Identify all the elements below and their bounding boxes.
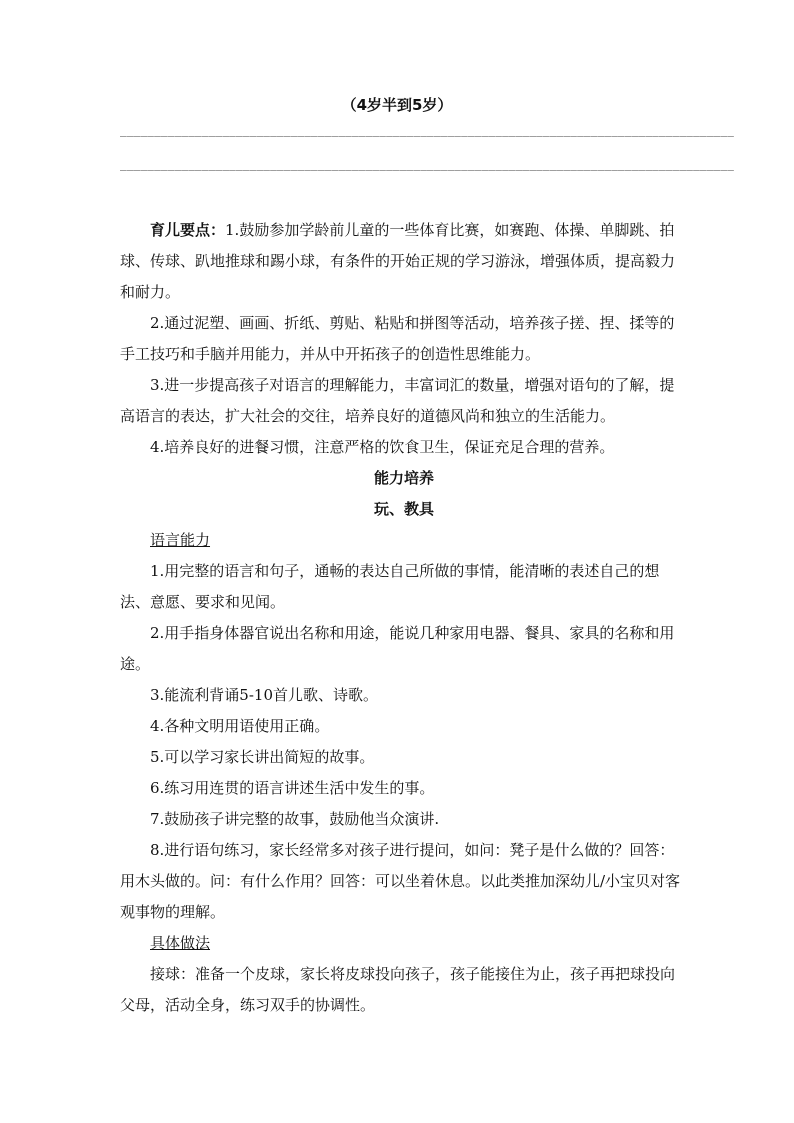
blank-line-2: __________________________________________________________________________________________ <box>120 158 735 171</box>
section-heading-ability: 能力培养 <box>373 469 434 487</box>
language-ability-title: 语言能力 <box>150 531 211 549</box>
language-item-1: 1.用完整的语言和句子，通畅的表达自己所做的事情，能清晰的表述自己的想法、意愿、要求和见闻。 <box>120 562 660 611</box>
blank-line-1: __________________________________________________________________________________________ <box>120 124 735 137</box>
language-item-6: 6.练习用连贯的语言讲述生活中发生的事。 <box>150 779 435 797</box>
key-point-2: 2.通过泥塑、画画、折纸、剪贴、粘贴和拼图等活动，培养孩子搓、捏、揉等的手工技巧和手脑并用能力，并从中开拓孩子的创造性思维能力。 <box>120 314 675 363</box>
key-point-4: 4.培养良好的进餐习惯，注意严格的饮食卫生，保证充足合理的营养。 <box>150 438 615 456</box>
language-item-4: 4.各种文明用语使用正确。 <box>150 717 330 735</box>
language-item-3: 3.能流利背诵5-10首儿歌、诗歌。 <box>150 686 379 704</box>
language-item-5: 5.可以学习家长讲出简短的故事。 <box>150 748 375 766</box>
key-point-1: 育儿要点：1.鼓励参加学龄前儿童的一些体育比赛，如赛跑、体操、单脚跳、拍球、传球、趴地推球和踢小球，有条件的开始正规的学习游泳，增强体质，提高毅力和耐力。 <box>120 221 676 301</box>
method-title: 具体做法 <box>150 934 211 952</box>
section-heading-toys: 玩、教具 <box>373 500 434 518</box>
key-point-3: 3.进一步提高孩子对语言的理解能力，丰富词汇的数量，增强对语句的了解，提高语言的表达，扩大社会的交往，培养良好的道德风尚和独立的生活能力。 <box>120 376 675 425</box>
method-item-1: 接球：准备一个皮球，家长将皮球投向孩子，孩子能接住为止，孩子再把球投向父母，活动全身，练习双手的协调性。 <box>120 965 676 1014</box>
key-label: 育儿要点： <box>150 221 226 239</box>
document-body <box>120 215 688 1021</box>
language-item-8: 8.进行语句练习，家长经常多对孩子进行提问，如问：凳子是什么做的？回答：用木头做的。问：有什么作用？回答：可以坐着休息。以此类推加深幼儿/小宝贝对客观事物的理解。 <box>120 841 681 921</box>
language-item-2: 2.用手指身体器官说出名称和用途，能说几种家用电器、餐具、家具的名称和用途。 <box>120 624 675 673</box>
page-title: （4岁半到5岁） <box>341 96 453 114</box>
language-item-7: 7.鼓励孩子讲完整的故事，鼓励他当众演讲. <box>150 810 440 828</box>
